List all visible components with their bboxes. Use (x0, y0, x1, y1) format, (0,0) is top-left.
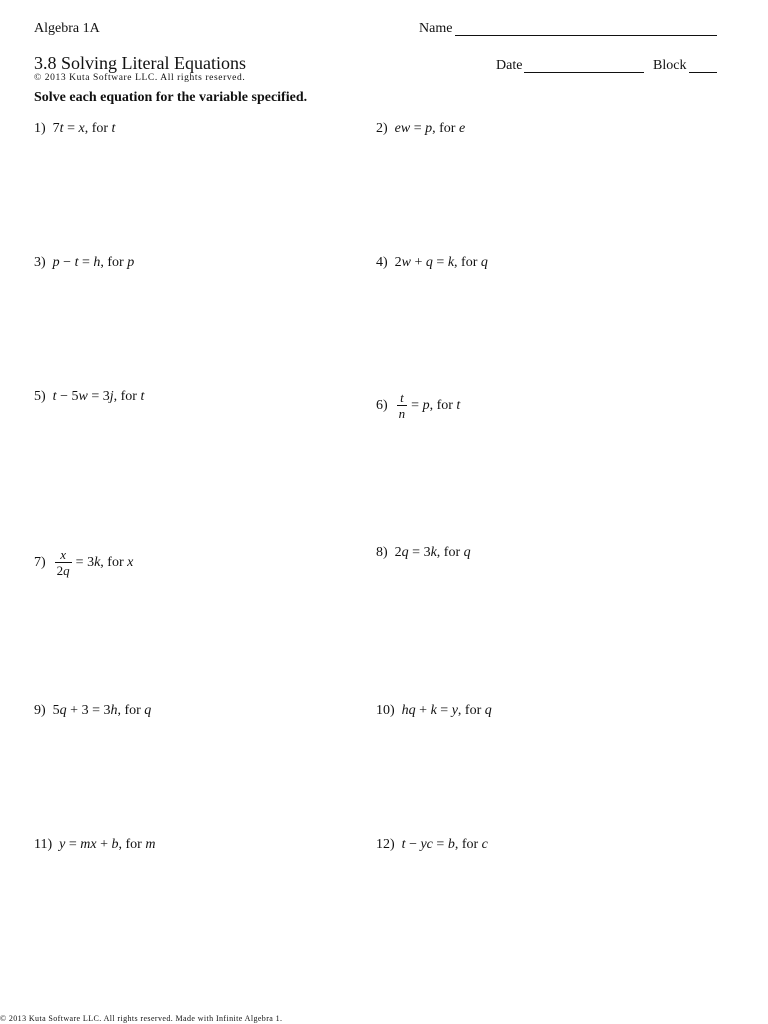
problem-number: 12) (376, 837, 395, 852)
problem-equation: 2q = 3k, for q (394, 545, 471, 560)
problem-equation: ew = p, for e (394, 121, 466, 136)
problem-12 (376, 837, 488, 853)
problem-number: 11) (34, 837, 53, 852)
problem-equation: y = mx + b, for m (59, 837, 156, 852)
problem-3 (34, 255, 134, 271)
problem-9 (34, 703, 151, 719)
problem-2 (376, 121, 465, 137)
problem-10 (376, 703, 492, 719)
name-label: Name (419, 21, 453, 36)
problem-number: 9) (34, 703, 46, 718)
problem-number: 5) (34, 389, 46, 404)
problem-number: 3) (34, 255, 46, 270)
name-blank[interactable] (455, 35, 717, 36)
problem-equation: hq + k = y, for q (401, 703, 492, 718)
problem-8 (376, 545, 471, 561)
problem-equation: 5q + 3 = 3h, for q (52, 703, 152, 718)
problem-1 (34, 121, 115, 137)
problem-6 (376, 390, 460, 422)
problem-number: 8) (376, 545, 388, 560)
block-blank[interactable] (689, 72, 717, 73)
fraction: $\frac{t}{n}$ (398, 390, 406, 421)
problem-equation: 7t = x, for t (52, 121, 116, 136)
block-label: Block (653, 58, 687, 73)
problem-number: 4) (376, 255, 388, 270)
problem-number: 2) (376, 121, 388, 136)
problem-number: 7) (34, 555, 46, 570)
problem-4 (376, 255, 488, 271)
problem-number: 6) (376, 398, 388, 413)
problem-equation: p − t = h, for p (52, 255, 135, 270)
footer-notice: © 2013 Kuta Software LLC. All rights reserved. Made with Infinite Algebra 1. (0, 1014, 283, 1023)
problem-7 (34, 547, 133, 579)
problem-11 (34, 837, 155, 853)
worksheet-title: 3.8 Solving Literal Equations (34, 53, 246, 73)
problem-equation: t − yc = b, for c (401, 837, 488, 852)
fraction: $\frac{x}{2q}$ (56, 547, 70, 578)
problem-equation: $\frac{x}{2q}$ = 3k, for x (56, 547, 134, 578)
problem-equation: t − 5w = 3j, for t (52, 389, 145, 404)
date-blank[interactable] (524, 72, 644, 73)
date-label: Date (496, 58, 523, 73)
copyright-notice: © 2013 Kuta Software LLC. All rights reserved. (34, 73, 246, 83)
problem-number: 10) (376, 703, 395, 718)
course-name: Algebra 1A (34, 21, 100, 36)
problem-5 (34, 389, 144, 405)
problem-equation: $\frac{t}{n}$ = p, for t (398, 390, 461, 421)
problem-equation: 2w + q = k, for q (394, 255, 488, 270)
problem-number: 1) (34, 121, 46, 136)
instructions: Solve each equation for the variable specified. (34, 90, 308, 105)
